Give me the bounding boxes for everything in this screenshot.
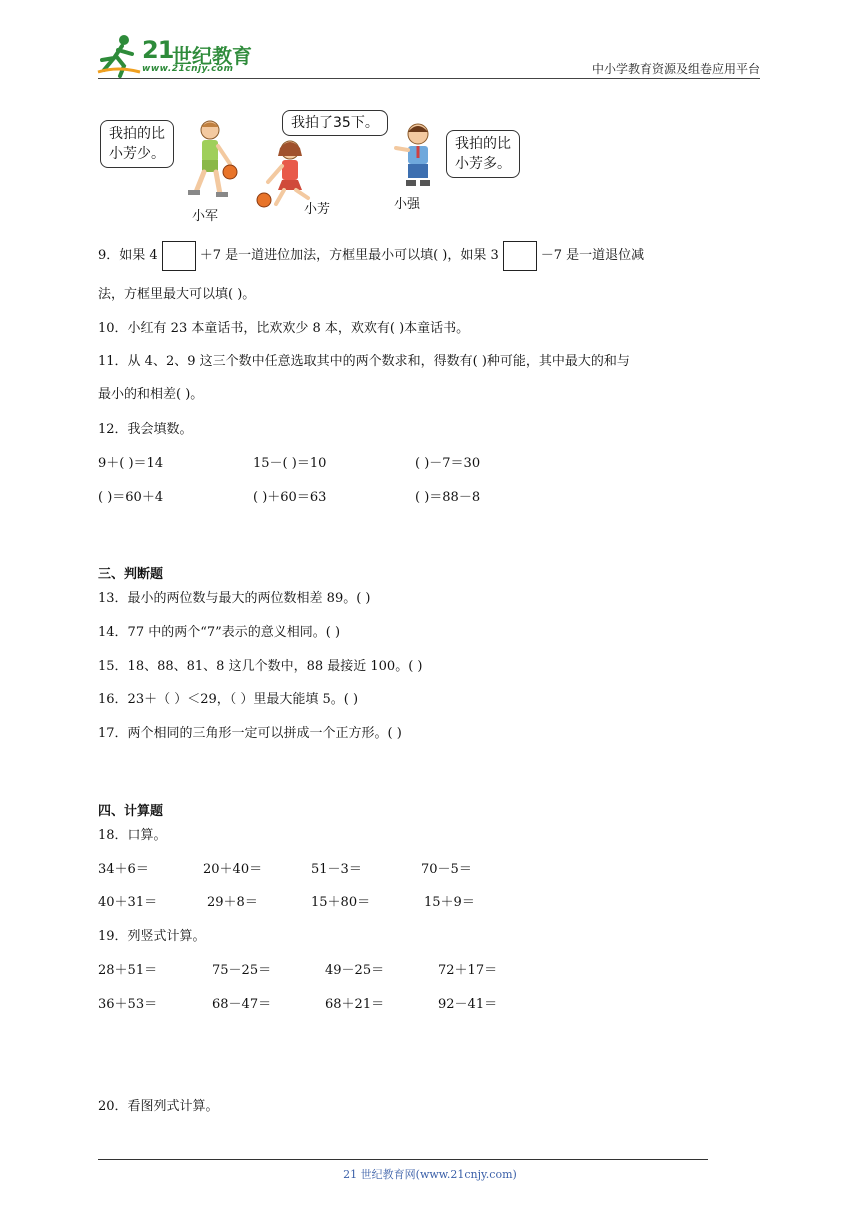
q12-row1-item1: 9＋( )＝14 xyxy=(98,456,164,471)
q19-row1-item1: 28＋51＝ xyxy=(98,963,158,978)
q19-row1 xyxy=(98,962,497,980)
answer-box-2[interactable] xyxy=(503,241,537,271)
header-divider xyxy=(98,78,760,79)
q18-row1-item4: 70－5＝ xyxy=(421,862,472,877)
site-logo xyxy=(94,32,264,78)
q18-row1 xyxy=(98,861,472,879)
q18-row2-item1: 40＋31＝ xyxy=(98,895,158,910)
q9-part-c: －7 是一道退位减 xyxy=(540,248,645,263)
q18-row2-item3: 15＋80＝ xyxy=(311,895,371,910)
q18-row1-item1: 34＋6＝ xyxy=(98,862,149,877)
question-19: 19．列竖式计算。 xyxy=(98,929,206,944)
section-3-title: 三、判断题 xyxy=(98,567,164,582)
q18-row2-item4: 15＋9＝ xyxy=(424,895,475,910)
bubble-left-line2: 小芳少。 xyxy=(109,146,165,162)
q19-row2-item3: 68＋21＝ xyxy=(325,997,385,1012)
q18-row2 xyxy=(98,894,475,912)
logo-text: 世纪教育 xyxy=(172,44,252,68)
footer-text: 21 世纪教育网(www.21cnjy.com) xyxy=(343,1168,517,1181)
speech-bubble-right xyxy=(446,130,520,178)
q12-row1-item2: 15－( )＝10 xyxy=(253,456,327,471)
q19-row2-item4: 92－41＝ xyxy=(438,997,498,1012)
q12-row2-item2: ( )＋60＝63 xyxy=(253,490,327,505)
bubble-right-line2: 小芳多。 xyxy=(455,156,511,172)
q19-row2-item2: 68－47＝ xyxy=(212,997,272,1012)
question-12: 12．我会填数。 xyxy=(98,422,193,437)
bubble-right-line1: 我拍的比 xyxy=(455,136,511,152)
q12-row2 xyxy=(98,489,480,507)
logo-url: www.21cnjy.com xyxy=(142,64,234,74)
question-10: 10．小红有 23 本童话书，比欢欢少 8 本，欢欢有( )本童话书。 xyxy=(98,321,470,336)
question-15: 15．18、88、81、8 这几个数中，88 最接近 100。( ) xyxy=(98,659,423,674)
q12-row1-item3: ( )－7＝30 xyxy=(415,456,481,471)
section-4-title: 四、计算题 xyxy=(98,804,164,819)
answer-box-1[interactable] xyxy=(162,241,196,271)
q12-row2-item3: ( )＝88－8 xyxy=(415,490,481,505)
speech-bubble-middle xyxy=(282,110,388,136)
runner-icon xyxy=(94,32,142,78)
name-label-xiaofang: 小芳 xyxy=(304,202,331,217)
boy-xiaojun-illustration xyxy=(180,118,240,200)
question-14: 14．77 中的两个“7”表示的意义相同。( ) xyxy=(98,625,341,640)
bubble-middle-text: 我拍了35下。 xyxy=(291,115,379,131)
q9-part-b: ＋7 是一道进位加法，方框里最小可以填( )，如果 3 xyxy=(199,248,499,263)
bubble-left-line1: 我拍的比 xyxy=(109,126,165,142)
name-label-xiaoqiang: 小强 xyxy=(394,197,421,212)
boy-xiaoqiang-illustration xyxy=(392,122,444,190)
q18-row1-item3: 51－3＝ xyxy=(311,862,362,877)
q9-part-a: 9．如果 4 xyxy=(98,248,158,263)
q12-row2-item1: ( )＝60＋4 xyxy=(98,490,164,505)
q18-row2-item2: 29＋8＝ xyxy=(207,895,258,910)
question-9-line2: 法，方框里最大可以填( )。 xyxy=(98,287,256,302)
name-label-xiaojun: 小军 xyxy=(192,209,219,224)
question-9-line1 xyxy=(98,239,644,273)
q19-row2 xyxy=(98,996,497,1014)
footer-divider xyxy=(98,1159,708,1160)
question-20: 20．看图列式计算。 xyxy=(98,1099,219,1114)
q19-row1-item3: 49－25＝ xyxy=(325,963,385,978)
question-18: 18．口算。 xyxy=(98,828,167,843)
q19-row1-item2: 75－25＝ xyxy=(212,963,272,978)
header-right-text: 中小学教育资源及组卷应用平台 xyxy=(591,62,760,76)
q12-row1 xyxy=(98,455,480,473)
q19-row2-item1: 36＋53＝ xyxy=(98,997,158,1012)
question-11-line1: 11．从 4、2、9 这三个数中任意选取其中的两个数求和，得数有( )种可能，其中最大的和与 xyxy=(98,354,630,369)
q19-row1-item4: 72＋17＝ xyxy=(438,963,498,978)
speech-bubble-left xyxy=(100,120,174,168)
question-17: 17．两个相同的三角形一定可以拼成一个正方形。( ) xyxy=(98,726,402,741)
logo-number: 21 xyxy=(142,36,174,64)
question-11-line2: 最小的和相差( )。 xyxy=(98,387,204,402)
question-13: 13．最小的两位数与最大的两位数相差 89。( ) xyxy=(98,591,371,606)
question-16: 16．23＋（ ）＜29，（ ）里最大能填 5。( ) xyxy=(98,692,359,707)
q18-row1-item2: 20＋40＝ xyxy=(203,862,263,877)
